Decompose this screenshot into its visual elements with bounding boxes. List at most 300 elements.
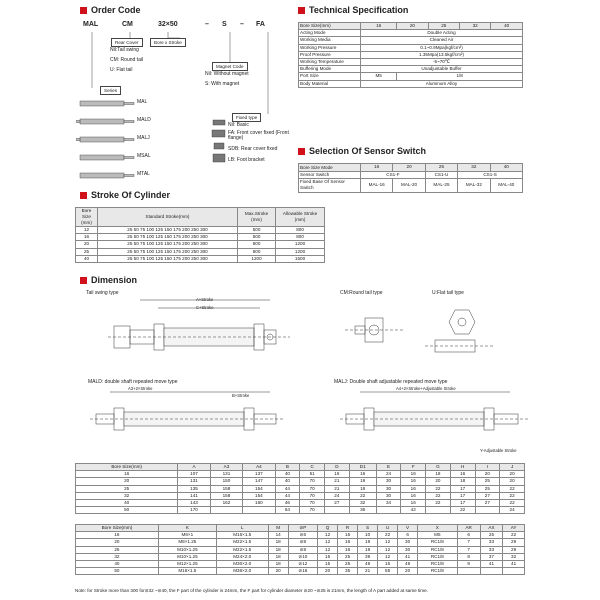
table-cell: 25 <box>475 485 500 492</box>
table-header: H <box>450 464 475 471</box>
table-cell: 19 <box>349 478 376 485</box>
table-cell: 141 <box>178 492 210 499</box>
table-header: Bore Size(mm) <box>76 525 159 532</box>
table-cell: 147 <box>243 478 275 485</box>
table-cell: Working Media <box>299 37 361 44</box>
table-header: 32 <box>459 23 490 30</box>
code-part-rear: CM <box>122 21 133 28</box>
table-cell: M24×2.0 <box>216 553 268 560</box>
table-cell: 25 <box>76 485 178 492</box>
tech-spec-title: Technical Specification <box>298 5 408 15</box>
table-cell: 25 <box>76 546 159 553</box>
table-cell: 50 <box>76 507 178 514</box>
table-cell: 16 <box>76 532 159 539</box>
table-cell: 25 <box>338 553 358 560</box>
table-cell: 16 <box>338 546 358 553</box>
table-header: 20 <box>397 23 428 30</box>
table-cell <box>210 507 242 514</box>
malj-label: MALJ: Double shaft adjustable repeated move type <box>334 379 448 385</box>
sensor-title: Selection Of Sensor Switch <box>298 146 426 156</box>
table-header: A3 <box>210 464 242 471</box>
table-row <box>76 500 525 507</box>
table-cell: 25 50 75 100 125 150 175 200 250 300 <box>98 248 238 255</box>
table-cell: 500 <box>238 227 276 234</box>
series-item: MAL <box>137 99 148 105</box>
table-cell: 36 <box>349 507 376 514</box>
table-cell: M6×1 <box>158 532 216 539</box>
table-cell: MAL-16 <box>361 179 393 192</box>
table-cell: 160 <box>243 500 275 507</box>
fixed-type-item: SDB: Rear cover fixed <box>228 146 278 152</box>
square-bullet-icon <box>80 7 87 14</box>
rear-cover-box: Rear Cover <box>111 38 143 47</box>
table-cell: 70 <box>300 485 325 492</box>
rear-cover-item: U: Flat tail <box>110 67 133 73</box>
table-row <box>76 539 525 546</box>
table-cell <box>325 507 350 514</box>
b-stroke-label: B+Stroke <box>232 393 250 398</box>
magnet-item: Nil: Without magnet <box>205 71 249 77</box>
table-cell: 40 <box>76 255 98 262</box>
table-cell: 158 <box>210 485 242 492</box>
table-header: AR <box>457 525 480 532</box>
table-cell: 15 <box>318 561 338 568</box>
table-cell: 135 <box>178 485 210 492</box>
round-tail-label: CM:Round tail type <box>340 290 383 296</box>
series-item: MSAL <box>137 153 151 159</box>
table-cell: ⊘8 <box>288 546 317 553</box>
table-cell: CS1-F <box>361 172 426 179</box>
table-cell: 25 <box>475 478 500 485</box>
table-cell: 7 <box>457 539 480 546</box>
fixed-type-item: LB: Foot bracket <box>228 157 265 163</box>
table-row <box>76 561 525 568</box>
table-cell: 18 <box>426 471 451 478</box>
table-cell: 1500 <box>276 255 325 262</box>
table-cell: 22 <box>500 485 525 492</box>
table-header: K <box>158 525 216 532</box>
series-item: MALJ <box>137 135 150 141</box>
table-row <box>299 59 523 66</box>
table-cell: 1.35Mpa(13.5kgf/cm²) <box>361 51 523 58</box>
table-header: A4 <box>243 464 275 471</box>
table-cell: 40 <box>76 500 178 507</box>
table-cell <box>376 507 401 514</box>
y-adjustable-label: Y-Adjustable Stroke <box>480 448 517 453</box>
round-tail-drawing <box>345 300 415 365</box>
table-cell: 21 <box>358 568 378 575</box>
table-cell: 0.1~0.9Mpa(kgf/cm²) <box>361 44 523 51</box>
a2-stroke-label: A3+2×Stroke <box>128 386 153 391</box>
table-header: L <box>216 525 268 532</box>
table-cell: 1200 <box>238 255 276 262</box>
table-cell: 40 <box>76 561 159 568</box>
fixed-type-icons <box>210 118 228 168</box>
table-cell: 16 <box>401 485 426 492</box>
table-cell: RC1/8 <box>418 546 457 553</box>
table-header: Standard Stroke(mm) <box>98 208 238 227</box>
a-stroke-label: A+Stroke <box>196 297 214 302</box>
code-part-bore: 32×50 <box>158 21 178 28</box>
square-bullet-icon <box>80 277 87 284</box>
table-header: G <box>426 464 451 471</box>
table-cell: 143 <box>178 500 210 507</box>
table-header: 40 <box>490 164 522 172</box>
table-cell: 35 <box>338 568 358 575</box>
malj-drawing <box>340 390 530 455</box>
table-cell: 32 <box>76 553 159 560</box>
square-bullet-icon <box>298 148 305 155</box>
table-cell: 158 <box>210 492 242 499</box>
mald-drawing <box>90 390 290 455</box>
table-cell: 30 <box>376 485 401 492</box>
table-cell: 27 <box>475 500 500 507</box>
table-cell: 1200 <box>276 248 325 255</box>
table-cell <box>243 507 275 514</box>
rear-cover-item: CM: Round tail <box>110 57 144 63</box>
table-cell: 16 <box>349 471 376 478</box>
table-cell: 500 <box>238 234 276 241</box>
table-cell: RC1/8 <box>418 539 457 546</box>
table-cell: 25 <box>76 248 98 255</box>
table-row <box>76 568 525 575</box>
table-header: D1 <box>349 464 376 471</box>
table-header: 32 <box>458 164 490 172</box>
table-row <box>76 227 325 234</box>
table-header: Bore Size(mm) <box>76 464 178 471</box>
table-row <box>299 51 523 58</box>
table-cell: 18 <box>349 485 376 492</box>
code-part-fixed: FA <box>256 21 265 28</box>
table-row <box>76 234 325 241</box>
table-cell: MAL-40 <box>490 179 522 192</box>
table-cell: 21 <box>325 485 350 492</box>
table-cell: 6 <box>398 532 418 539</box>
magnet-code-box: Magnet Code <box>212 62 248 71</box>
table-cell: M10×1.25 <box>158 553 216 560</box>
table-header: ⊘P <box>288 525 317 532</box>
table-cell: 16 <box>325 471 350 478</box>
table-cell: 20 <box>500 478 525 485</box>
code-part-dash2: – <box>240 21 244 28</box>
table-cell: M16×1.5 <box>216 532 268 539</box>
table-cell: 18 <box>268 539 288 546</box>
table-cell: 800 <box>238 248 276 255</box>
table-cell: 10 <box>358 532 378 539</box>
table-cell: 22 <box>503 532 525 539</box>
table-cell: 16 <box>401 478 426 485</box>
table-header: C <box>300 464 325 471</box>
table-cell: M5 <box>418 532 457 539</box>
table-cell: 22 <box>349 492 376 499</box>
c-stroke-label: C+Stroke <box>196 305 214 310</box>
table-header: Bore Size (mm) <box>76 208 98 227</box>
table-cell: 12 <box>378 546 398 553</box>
table-cell: Buffering Mode <box>299 66 361 73</box>
table-cell: Proof Pressure <box>299 51 361 58</box>
table-cell: ⊘16 <box>288 568 317 575</box>
table-header: 16 <box>361 164 393 172</box>
table-cell: 16 <box>378 561 398 568</box>
table-cell: 17 <box>450 500 475 507</box>
table-row <box>299 73 523 80</box>
table-cell: 41 <box>398 553 418 560</box>
table-cell: 21 <box>325 478 350 485</box>
table-row <box>76 485 525 492</box>
table-cell: 33 <box>480 546 503 553</box>
table-cell: ⊘6 <box>288 532 317 539</box>
square-bullet-icon <box>80 192 87 199</box>
table-cell: 22 <box>426 492 451 499</box>
table-cell: 25 50 75 100 125 150 175 200 250 300 <box>98 255 238 262</box>
table-cell <box>503 568 525 575</box>
table-cell: Working Pressure <box>299 44 361 51</box>
table-header: AX <box>480 525 503 532</box>
stroke-title: Stroke Of Cylinder <box>80 190 170 200</box>
table-cell: Sensor Switch <box>299 172 361 179</box>
table-cell: 800 <box>276 227 325 234</box>
table-cell: 19 <box>358 539 378 546</box>
a4-stroke-label: A4+2×Stroke+Adjustable Stroke <box>396 386 456 391</box>
table-cell: 25 <box>480 532 503 539</box>
table-cell: ⊘8 <box>288 539 317 546</box>
table-cell: 9 <box>457 561 480 568</box>
table-cell: 20 <box>76 539 159 546</box>
table-cell: 25 50 75 100 125 150 175 200 250 300 <box>98 234 238 241</box>
series-item: MALD <box>137 117 151 123</box>
table-cell: MAL-32 <box>458 179 490 192</box>
table-cell: 18 <box>268 561 288 568</box>
table-cell: 162 <box>210 500 242 507</box>
table-cell: 50 <box>76 568 159 575</box>
stroke-table <box>75 207 325 263</box>
tech-spec-table <box>298 22 523 88</box>
code-part-dash1: – <box>205 21 209 28</box>
fixed-type-box: Fixed type <box>232 113 261 122</box>
table-cell: 49 <box>398 561 418 568</box>
table-cell: 16 <box>450 471 475 478</box>
table-cell: 40 <box>275 471 300 478</box>
table-cell: M5 <box>361 73 397 80</box>
table-row <box>76 471 525 478</box>
table-cell: 20 <box>76 478 178 485</box>
table-cell: 39 <box>358 553 378 560</box>
table-cell: 19 <box>358 546 378 553</box>
table-header: J <box>500 464 525 471</box>
table-cell: RC1/8 <box>418 553 457 560</box>
mald-label: MALD: double shaft repeated move type <box>88 379 178 385</box>
table-cell: 32 <box>503 553 525 560</box>
table-cell: 154 <box>243 492 275 499</box>
table-cell: M16×1.5 <box>158 568 216 575</box>
table-cell: 154 <box>243 485 275 492</box>
table-cell: M10×1.25 <box>158 546 216 553</box>
fixed-type-item: Nil: Basic <box>228 122 249 128</box>
table-row <box>76 532 525 539</box>
table-header: Q <box>318 525 338 532</box>
table-cell: 24 <box>325 492 350 499</box>
table-cell: 14 <box>268 532 288 539</box>
table-cell: 170 <box>178 507 210 514</box>
table-cell: 64 <box>275 507 300 514</box>
table-cell: 20 <box>76 241 98 248</box>
table-header: A <box>178 464 210 471</box>
table-cell: ⊘12 <box>288 561 317 568</box>
table-cell: 17 <box>450 492 475 499</box>
table-header: S <box>358 525 378 532</box>
square-bullet-icon <box>298 7 305 14</box>
table-cell: 131 <box>210 471 242 478</box>
magnet-item: S: With magnet <box>205 81 240 87</box>
table-cell: 1/8 <box>397 73 523 80</box>
table-cell: 30 <box>398 546 418 553</box>
table-cell: 24 <box>500 507 525 514</box>
table-row <box>76 255 325 262</box>
table-header: M <box>268 525 288 532</box>
table-cell: M12×1.25 <box>158 561 216 568</box>
table-row <box>299 179 523 192</box>
table-cell: M8×1.25 <box>158 539 216 546</box>
table-row <box>76 492 525 499</box>
table-cell: 25 50 75 100 125 150 175 200 250 300 <box>98 241 238 248</box>
table-cell: 30 <box>376 492 401 499</box>
table-row <box>76 248 325 255</box>
table-cell: ⊘10 <box>288 553 317 560</box>
table-cell: 12 <box>318 532 338 539</box>
table-header: AY <box>503 525 525 532</box>
table-header: R <box>338 525 358 532</box>
table-cell: 16 <box>338 539 358 546</box>
table-header: B <box>275 464 300 471</box>
table-cell: Working Temperature <box>299 59 361 66</box>
table-cell: 37 <box>480 553 503 560</box>
table-cell: 107 <box>178 471 210 478</box>
series-box: Series <box>100 86 121 95</box>
table-cell: 7 <box>457 546 480 553</box>
table-cell <box>480 568 503 575</box>
table-cell: 12 <box>76 227 98 234</box>
table-cell: 27 <box>325 500 350 507</box>
table-cell: 18 <box>268 553 288 560</box>
table-cell: 12 <box>378 553 398 560</box>
rear-cover-item: Nil:Tail swing <box>110 47 139 53</box>
table-cell: 32 <box>349 500 376 507</box>
dimension-title: Dimension <box>80 275 137 285</box>
table-cell: MAL-20 <box>393 179 425 192</box>
table-cell: 33 <box>480 539 503 546</box>
flat-tail-drawing <box>425 300 505 365</box>
series-item: MTAL <box>137 171 150 177</box>
table-cell: Aluminum Alloy <box>361 80 523 87</box>
table-header: F <box>401 464 426 471</box>
table-cell: 27 <box>475 492 500 499</box>
table-cell: 70 <box>300 507 325 514</box>
table-row <box>299 66 523 73</box>
table-cell: 16 <box>401 500 426 507</box>
tail-swing-label: Tail swing type <box>86 290 119 296</box>
table-cell: 55 <box>378 568 398 575</box>
table-row <box>299 80 523 87</box>
table-cell: M36×2.0 <box>216 568 268 575</box>
table-cell: Unadjustable Buffer <box>361 66 523 73</box>
table-cell: Fixed Base Of Sensor Switch <box>299 179 361 192</box>
table-cell: Port Size <box>299 73 361 80</box>
table-cell: 6 <box>457 532 480 539</box>
table-cell: 16 <box>76 471 178 478</box>
table-header: D <box>325 464 350 471</box>
table-cell: 41 <box>480 561 503 568</box>
table-cell: 29 <box>503 546 525 553</box>
table-cell: 8 <box>457 553 480 560</box>
flat-tail-label: U:Flat tail type <box>432 290 464 296</box>
table-cell: 15 <box>318 553 338 560</box>
table-cell: 16 <box>338 532 358 539</box>
table-cell: 22 <box>500 492 525 499</box>
table-cell: CS1-U <box>425 172 457 179</box>
table-header: V <box>398 525 418 532</box>
table-cell: 51 <box>300 471 325 478</box>
dimension-note: Note: for Stroke more than 300 for⊘32 ~⊘40, the F part of the cylinder is 24mm, the F part for cylinder diameter ⊘20 ~⊘25 is 21mm, the length of A part added at same time. <box>75 588 428 593</box>
table-cell: 42 <box>401 507 426 514</box>
table-cell: 22 <box>450 507 475 514</box>
table-cell <box>426 507 451 514</box>
table-cell: 70 <box>300 500 325 507</box>
table-row <box>76 241 325 248</box>
table-cell: Cleaned Air <box>361 37 523 44</box>
table-cell: 18 <box>268 546 288 553</box>
table-cell: 34 <box>376 500 401 507</box>
table-cell <box>457 568 480 575</box>
table-cell: 44 <box>275 485 300 492</box>
table-cell: 22 <box>378 532 398 539</box>
table-header: X <box>418 525 457 532</box>
table-cell: 12 <box>378 539 398 546</box>
table-cell: 40 <box>275 478 300 485</box>
code-part-magnet: S <box>222 21 227 28</box>
table-header: 20 <box>393 164 425 172</box>
table-cell: CS1-S <box>458 172 523 179</box>
tail-swing-drawing <box>100 296 300 376</box>
table-cell: Double Acting <box>361 30 523 37</box>
table-cell: 20 <box>268 568 288 575</box>
table-cell: 22 <box>500 500 525 507</box>
table-header: E <box>376 464 401 471</box>
table-cell: MAL-25 <box>425 179 457 192</box>
table-cell: 20 <box>500 471 525 478</box>
table-row <box>299 30 523 37</box>
table-cell: 41 <box>503 561 525 568</box>
table-header: 25 <box>428 23 459 30</box>
table-header: I <box>475 464 500 471</box>
table-cell: 25 50 75 100 125 150 175 200 250 300 <box>98 227 238 234</box>
table-cell: 25 <box>338 561 358 568</box>
table-cell: M22×1.5 <box>216 539 268 546</box>
table-row <box>299 44 523 51</box>
table-cell: 49 <box>358 561 378 568</box>
table-row <box>76 478 525 485</box>
table-cell: M22×1.5 <box>216 546 268 553</box>
table-cell: 70 <box>300 478 325 485</box>
table-cell: 131 <box>178 478 210 485</box>
table-cell: 800 <box>276 234 325 241</box>
table-cell: RC1/8 <box>418 568 457 575</box>
table-cell: 18 <box>450 478 475 485</box>
table-cell: 137 <box>243 471 275 478</box>
table-header: 40 <box>491 23 523 30</box>
table-cell: 22 <box>426 485 451 492</box>
table-cell <box>475 507 500 514</box>
table-cell: 29 <box>503 539 525 546</box>
